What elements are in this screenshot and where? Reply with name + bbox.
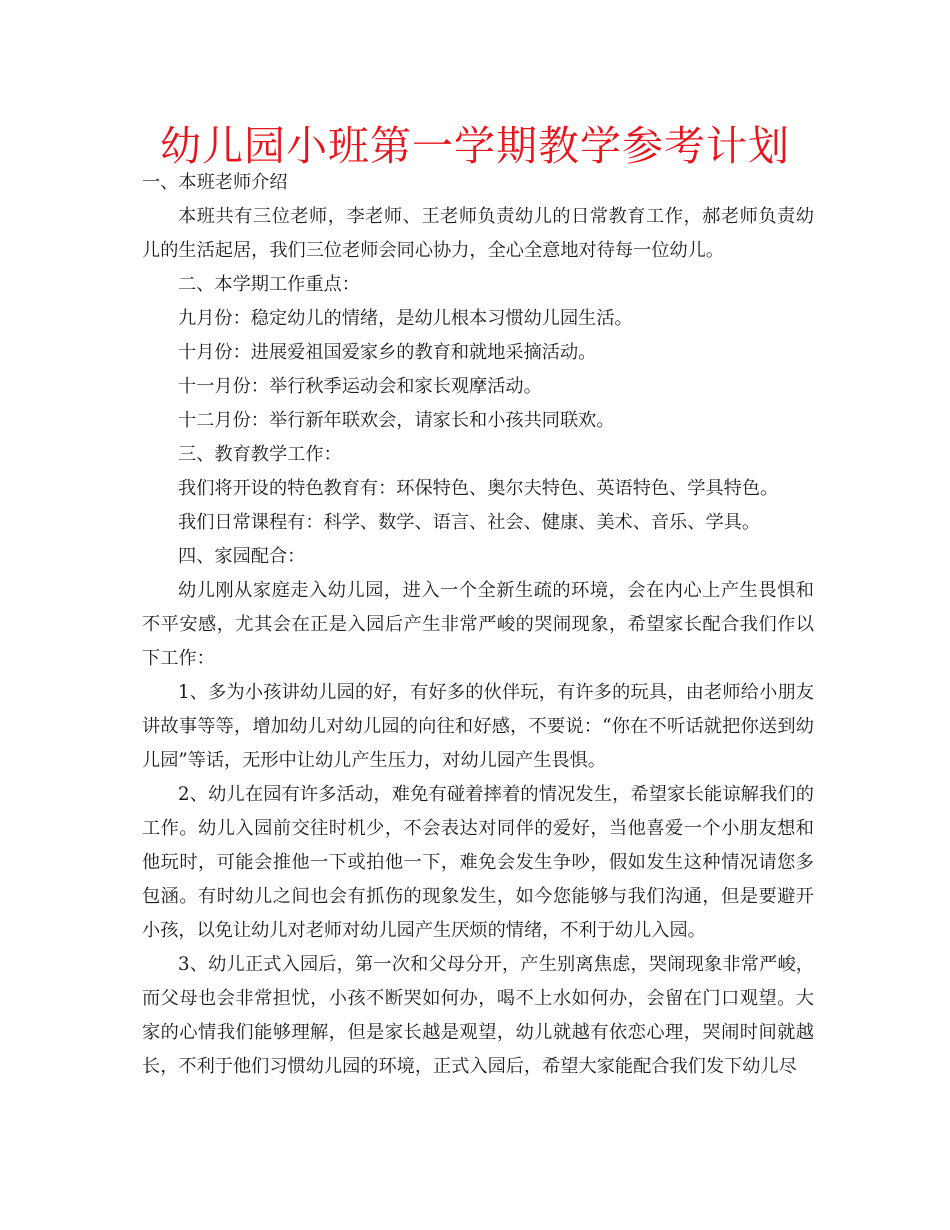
paragraph-daily-courses: 我们日常课程有：科学、数学、语言、社会、健康、美术、音乐、学具。 [178,512,761,533]
section-heading-teaching: 三、教育教学工作： [178,444,342,465]
section-heading-teachers: 一、本班老师介绍 [142,172,288,193]
section-heading-focus: 二、本学期工作重点： [178,274,360,295]
paragraph-item-2: 2、幼儿在园有许多活动，难免有碰着摔着的情况发生，希望家长能谅解我们的工作。幼儿入园前交往时机少，不会表达对同伴的爱好，当他喜爱一个小朋友想和他玩时，可能会推他一下或拍他一下，难免会发生争吵，假如发生这种情况请您多包涵。有时幼儿之间也会有抓伤的现象发生，如今您能够与我们沟通，但是要避开小孩，以免让幼儿对老师对幼儿园产生厌烦的情绪，不利于幼儿入园。 [142,784,814,941]
paragraph-teacher-intro: 本班共有三位老师，李老师、王老师负责幼儿的日常教育工作，郝老师负责幼儿的生活起居，我们三位老师会同心协力，全心全意地对待每一位幼儿。 [142,206,814,261]
paragraph-november: 十一月份：举行秋季运动会和家长观摩活动。 [178,376,542,397]
paragraph-october: 十月份：进展爱祖国爱家乡的教育和就地采摘活动。 [178,342,597,363]
section-heading-home-school: 四、家园配合： [178,546,306,567]
paragraph-item-1: 1、多为小孩讲幼儿园的好，有好多的伙伴玩，有许多的玩具，由老师给小朋友讲故事等等，增加幼儿对幼儿园的向往和好感，不要说：“你在不听话就把你送到幼儿园”等话，无形中让幼儿产生压力，对幼儿园产生畏惧。 [142,682,814,771]
paragraph-item-3: 3、幼儿正式入园后，第一次和父母分开，产生别离焦虑，哭闹现象非常严峻，而父母也会非常担忧，小孩不断哭如何办，喝不上水如何办，会留在门口观望。大家的心情我们能够理解，但是家长越是观望，幼儿就越有依恋心理，哭闹时间就越长，不利于他们习惯幼儿园的环境，正式入园后，希望大家能配合我们发下幼儿尽 [142,954,814,1077]
paragraph-special-courses: 我们将开设的特色教育有：环保特色、奥尔夫特色、英语特色、学具特色。 [178,478,779,499]
paragraph-december: 十二月份：举行新年联欢会，请家长和小孩共同联欢。 [178,410,615,431]
paragraph-september: 九月份：稳定幼儿的情绪，是幼儿根本习惯幼儿园生活。 [178,308,633,329]
document-title: 幼儿园小班第一学期教学参考计划 [160,122,790,170]
paragraph-home-school-intro: 幼儿刚从家庭走入幼儿园，进入一个全新生疏的环境，会在内心上产生畏惧和不平安感，尤其会在正是入园后产生非常严峻的哭闹现象，希望家长配合我们作以下工作： [142,580,814,669]
document-body [142,166,814,1084]
